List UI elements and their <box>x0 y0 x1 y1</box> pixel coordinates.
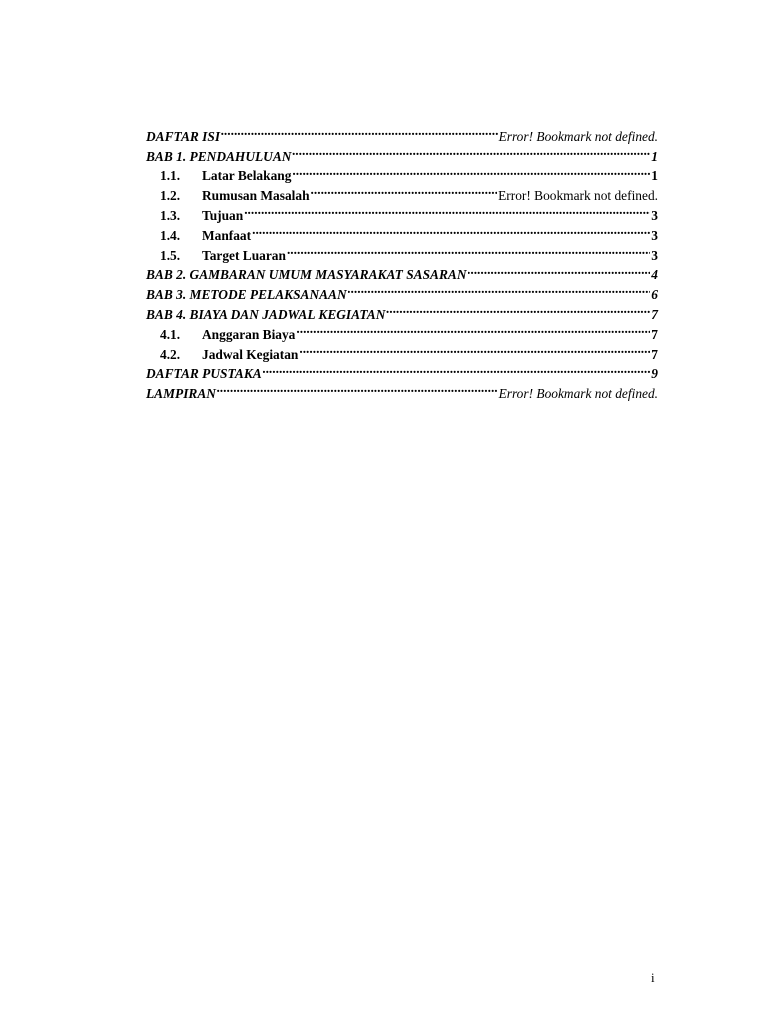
toc-entry-page: 3 <box>651 207 658 223</box>
toc-entry-page: 1 <box>651 148 658 164</box>
toc-dot-leader <box>292 141 650 161</box>
toc-entry-page: 9 <box>651 366 658 382</box>
toc-entry-title: Target Luaran <box>202 247 286 263</box>
toc-entry-title: Jadwal Kegiatan <box>202 346 299 362</box>
toc-entry-number: 1.3. <box>160 207 181 223</box>
toc-dot-leader <box>287 240 650 260</box>
toc-entry-number: 1.4. <box>160 227 181 243</box>
toc-entry-page: 6 <box>651 287 658 303</box>
toc-entry-page: 3 <box>651 247 658 263</box>
toc-dot-leader <box>244 200 650 220</box>
toc-entry-page: Error! Bookmark not defined. <box>498 386 658 402</box>
toc-entry-page: 7 <box>651 326 658 342</box>
toc-entry-page: Error! Bookmark not defined. <box>498 128 658 144</box>
toc-entry-title: BAB 4. BIAYA DAN JADWAL KEGIATAN <box>146 306 386 322</box>
toc-dot-leader <box>299 339 650 359</box>
toc-entry[interactable] <box>146 121 658 144</box>
page-number: i <box>651 970 655 985</box>
toc-dot-leader <box>311 180 498 200</box>
toc-dot-leader <box>348 279 651 299</box>
toc-entry-page: 4 <box>651 267 658 283</box>
toc-entry-title: DAFTAR PUSTAKA <box>146 366 262 382</box>
toc-entry-page: Error! Bookmark not defined. <box>498 188 658 204</box>
toc-entry-title: Anggaran Biaya <box>202 326 296 342</box>
toc-entry-title: Manfaat <box>202 227 252 243</box>
toc-entry-title: LAMPIRAN <box>146 386 216 402</box>
toc-dot-leader <box>263 359 651 379</box>
toc-entry-title: BAB 1. PENDAHULUAN <box>146 148 292 164</box>
toc-entry-title: BAB 3. METODE PELAKSANAAN <box>146 287 347 303</box>
toc-entry-page: 3 <box>651 227 658 243</box>
toc-dot-leader <box>468 260 651 280</box>
toc-entry-number: 4.2. <box>160 346 181 362</box>
toc-entry-title: DAFTAR ISI <box>146 128 221 144</box>
toc-dot-leader <box>217 378 498 398</box>
toc-entry-title: BAB 2. GAMBARAN UMUM MASYARAKAT SASARAN <box>146 267 467 283</box>
toc-entry-title: Latar Belakang <box>202 168 292 184</box>
toc-dot-leader <box>221 121 498 141</box>
toc-dot-leader <box>252 220 650 240</box>
toc-dot-leader <box>292 161 650 181</box>
toc-dot-leader <box>386 299 650 319</box>
toc-entry-number: 1.2. <box>160 188 181 204</box>
toc-entry-number: 4.1. <box>160 326 181 342</box>
toc-entry-page: 7 <box>651 346 658 362</box>
toc-entry-number: 1.5. <box>160 247 181 263</box>
toc-entry-title: Rumusan Masalah <box>202 188 310 204</box>
table-of-contents <box>146 121 658 402</box>
toc-entry-page: 7 <box>651 306 658 322</box>
toc-entry-page: 1 <box>651 168 658 184</box>
toc-dot-leader <box>296 319 650 339</box>
toc-entry-title: Tujuan <box>202 207 244 223</box>
toc-entry[interactable] <box>146 378 658 402</box>
toc-entry-number: 1.1. <box>160 168 181 184</box>
toc-entry[interactable] <box>146 141 658 164</box>
